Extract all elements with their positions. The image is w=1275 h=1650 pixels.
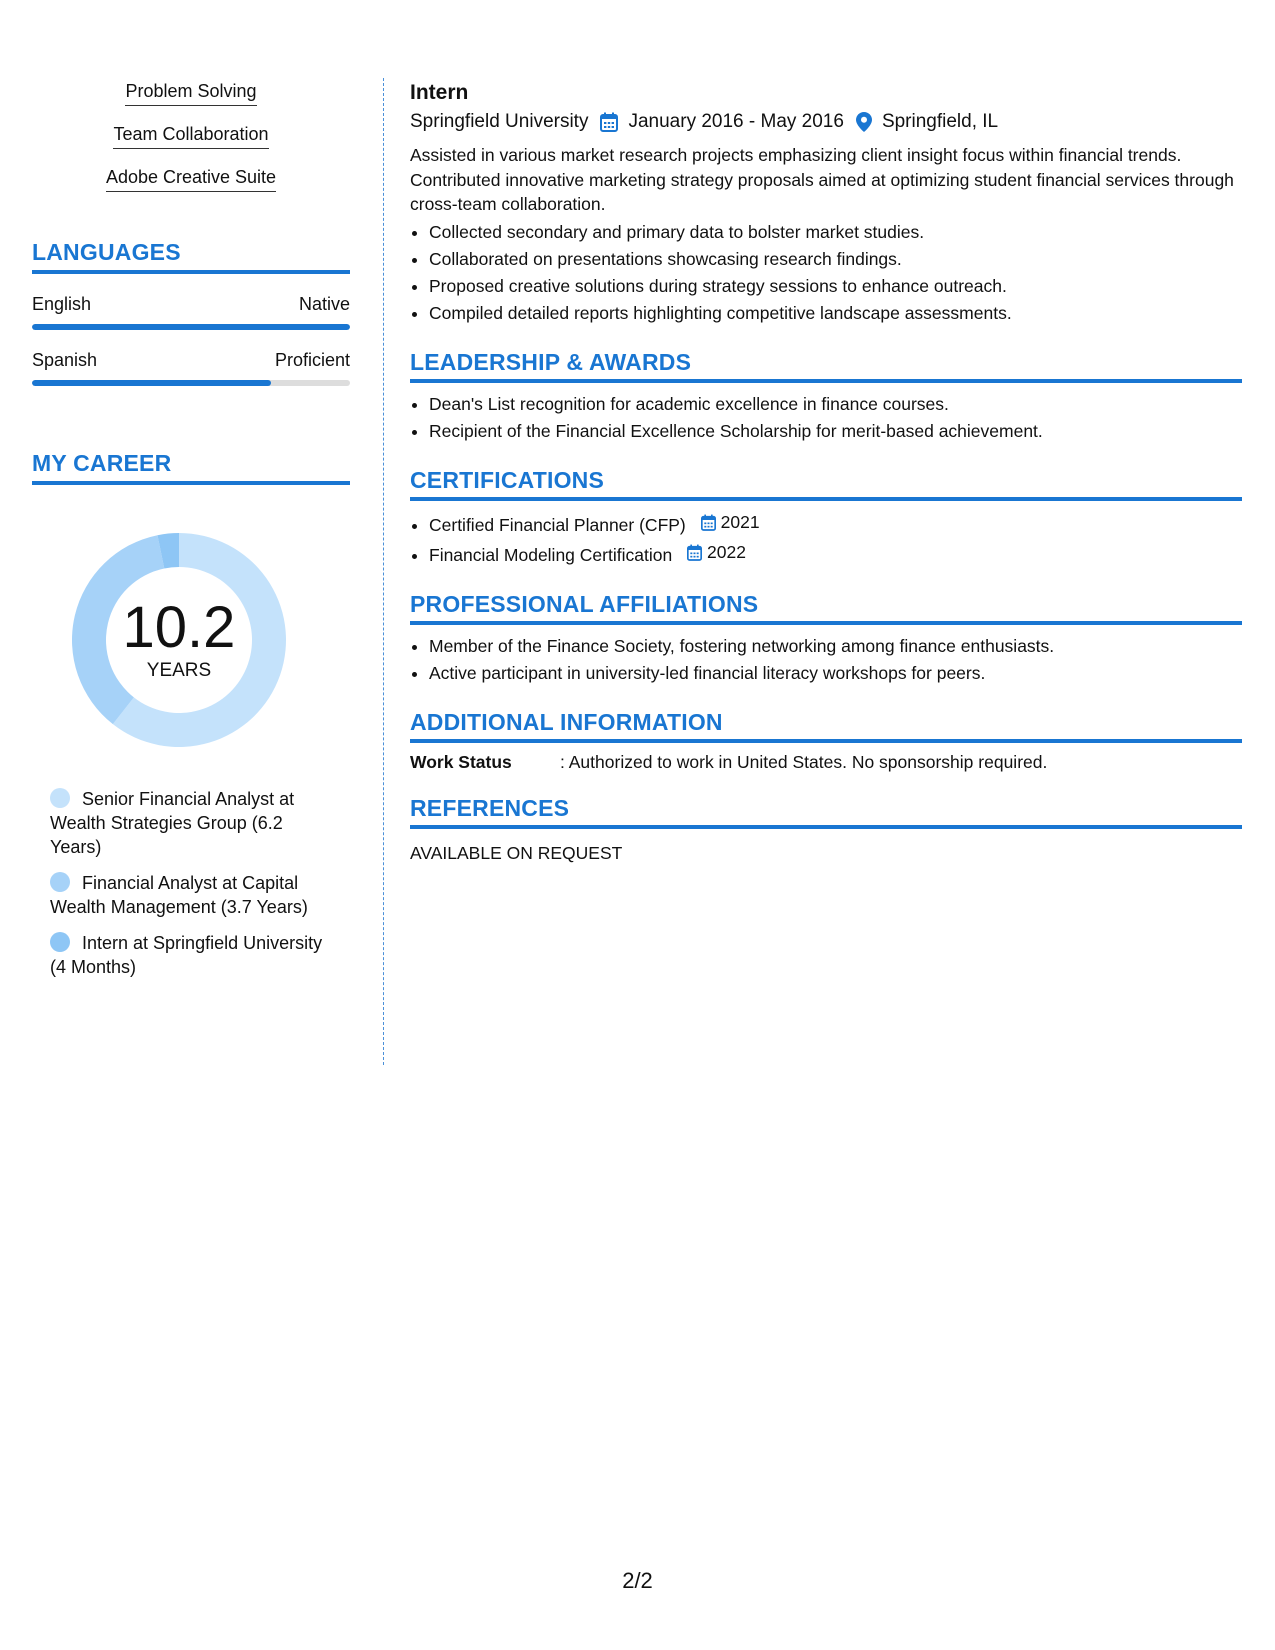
references-text: AVAILABLE ON REQUEST: [410, 842, 623, 863]
map-pin-icon: [856, 112, 872, 132]
language-bar-fill: [32, 324, 350, 330]
affiliation-item: • Member of the Finance Society, fostering networking among finance enthusiasts.: [429, 633, 1242, 660]
skills-list: [32, 80, 350, 209]
left-column: [32, 80, 350, 991]
references-heading: REFERENCES: [410, 795, 1242, 829]
job-location: Springfield, IL: [881, 111, 999, 132]
affiliations-section: [410, 591, 1242, 687]
language-level: Native: [298, 294, 350, 314]
column-divider: [383, 78, 384, 1065]
certifications-heading: CERTIFICATIONS: [410, 467, 1242, 501]
language-bar-fill: [32, 380, 271, 386]
affiliation-item: • Active participant in university-led financial literacy workshops for peers.: [429, 660, 1242, 687]
job-meta: [410, 111, 1242, 133]
job-bullet: • Collaborated on presentations showcasing research findings.: [429, 246, 1242, 273]
language-item: [32, 294, 350, 330]
certification-item: [429, 539, 1242, 569]
calendar-icon: [687, 544, 702, 561]
job-dates: January 2016 - May 2016: [628, 111, 844, 132]
language-bar: [32, 324, 350, 330]
career-legend-item: [50, 787, 330, 859]
work-status-value: : Authorized to work in United States. No sponsorship required.: [560, 751, 1048, 772]
leadership-section: [410, 349, 1242, 445]
certification-item: [429, 509, 1242, 539]
legend-label: Financial Analyst at Capital Wealth Management (3.7 Years): [50, 873, 308, 917]
legend-label: Intern at Springfield University (4 Months): [50, 933, 323, 977]
certification-name: Certified Financial Planner (CFP): [429, 514, 686, 535]
language-level: Proficient: [274, 350, 350, 370]
career-legend-item: [50, 871, 330, 919]
work-status-label: Work Status: [410, 751, 512, 772]
leadership-item: • Recipient of the Financial Excellence Scholarship for merit-based achievement.: [429, 418, 1242, 445]
leadership-heading: LEADERSHIP & AWARDS: [410, 349, 1242, 383]
certification-year: 2021: [720, 511, 760, 532]
certification-name: Financial Modeling Certification: [429, 544, 673, 565]
job-bullet: • Collected secondary and primary data to bolster market studies.: [429, 219, 1242, 246]
calendar-icon: [600, 112, 618, 132]
job-title: Intern: [410, 81, 469, 104]
job-description: Assisted in various market research projects emphasizing client insight focus within financial trends. Contributed innovative marketing strategy proposals aimed at optimizing student financial services through cross-team collaboration.: [410, 145, 1234, 214]
experience-entry: [410, 80, 1242, 327]
job-company: Springfield University: [410, 111, 589, 132]
additional-info-section: [410, 709, 1242, 773]
affiliations-heading: PROFESSIONAL AFFILIATIONS: [410, 591, 1242, 625]
legend-dot: [50, 872, 70, 892]
career-heading: MY CAREER: [32, 450, 350, 485]
language-name: English: [32, 294, 92, 314]
language-item: [32, 350, 350, 386]
additional-info-heading: ADDITIONAL INFORMATION: [410, 709, 1242, 743]
language-name: Spanish: [32, 350, 98, 370]
job-bullets: [410, 219, 1242, 327]
job-bullet: • Compiled detailed reports highlighting competitive landscape assessments.: [429, 300, 1242, 327]
job-bullet: • Proposed creative solutions during strategy sessions to enhance outreach.: [429, 273, 1242, 300]
skill-item: Adobe Creative Suite: [106, 166, 276, 192]
legend-dot: [50, 932, 70, 952]
career-legend: [50, 787, 330, 979]
certifications-section: [410, 467, 1242, 569]
leadership-item: • Dean's List recognition for academic excellence in finance courses.: [429, 391, 1242, 418]
references-section: [410, 795, 1242, 864]
certification-year: 2022: [707, 541, 746, 562]
legend-label: Senior Financial Analyst at Wealth Strategies Group (6.2 Years): [50, 789, 295, 857]
page-number: 2/2: [622, 1568, 653, 1593]
work-status-row: [410, 752, 1242, 773]
calendar-icon: [701, 514, 716, 531]
right-column: [410, 80, 1242, 864]
skill-item: Problem Solving: [125, 80, 256, 106]
languages-heading: LANGUAGES: [32, 239, 350, 274]
career-total-unit: YEARS: [146, 660, 212, 681]
skill-item: Team Collaboration: [113, 123, 268, 149]
career-legend-item: [50, 931, 330, 979]
career-total-years: 10.2: [122, 595, 236, 660]
career-donut-chart: [66, 527, 292, 753]
legend-dot: [50, 788, 70, 808]
language-bar: [32, 380, 350, 386]
